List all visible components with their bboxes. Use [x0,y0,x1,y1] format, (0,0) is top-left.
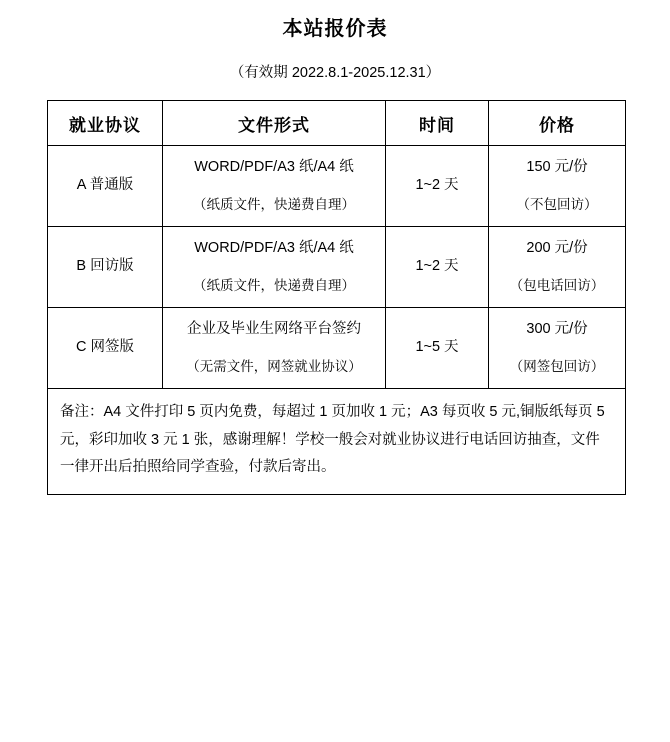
price-table [47,100,626,495]
format-main: WORD/PDF/A3 纸/A4 纸 [194,159,354,176]
time-value: 1~2 天 [415,177,459,194]
validity-period: （有效期 2022.8.1-2025.12.31） [229,65,441,81]
cell-plan [48,227,163,308]
price-main: 300 元/份 [526,321,588,338]
header-time: 时间 [386,101,489,146]
header-agreement: 就业协议 [48,101,163,146]
price-table-container [47,100,623,495]
format-sub: （无需文件，网签就业协议） [186,358,362,374]
page-title: 本站报价表 [282,18,388,40]
cell-time [386,227,489,308]
note-cell [48,389,626,495]
price-sub: （不包回访） [516,196,598,212]
cell-format [163,308,386,389]
header-file-format: 文件形式 [163,101,386,146]
cell-price [489,227,626,308]
plan-label: C 网签版 [76,339,134,356]
cell-time [386,308,489,389]
note-text: 备注：A4 文件打印 5 页内免费，每超过 1 页加收 1 元；A3 每页收 5 元,铜版纸每页 5 元，彩印加收 3 元 1 张，感谢理解！学校一般会对就业协议进行电话回访抽查，文件一律开出后拍照给同学查验，付款后寄出。 [60,404,605,476]
document-page [0,12,670,742]
format-main: 企业及毕业生网络平台签约 [187,321,361,338]
format-sub: （纸质文件，快递费自理） [193,196,355,212]
table-note-row [48,389,626,495]
table-header-row [48,101,626,146]
table-row [48,146,626,227]
format-main: WORD/PDF/A3 纸/A4 纸 [194,240,354,257]
cell-format [163,227,386,308]
cell-price [489,146,626,227]
cell-plan [48,308,163,389]
cell-time [386,146,489,227]
cell-price [489,308,626,389]
time-value: 1~2 天 [415,258,459,275]
table-row [48,308,626,389]
plan-label: B 回访版 [76,258,134,275]
price-sub: （包电话回访） [509,277,605,293]
table-header [48,101,626,146]
time-value: 1~5 天 [415,339,459,356]
cell-plan [48,146,163,227]
price-main: 200 元/份 [526,240,588,257]
table-body [48,146,626,495]
table-row [48,227,626,308]
price-main: 150 元/份 [526,159,588,176]
cell-format [163,146,386,227]
format-sub: （纸质文件，快递费自理） [193,277,355,293]
header-price: 价格 [489,101,626,146]
price-sub: （网签包回访） [509,358,605,374]
plan-label: A 普通版 [76,177,134,194]
